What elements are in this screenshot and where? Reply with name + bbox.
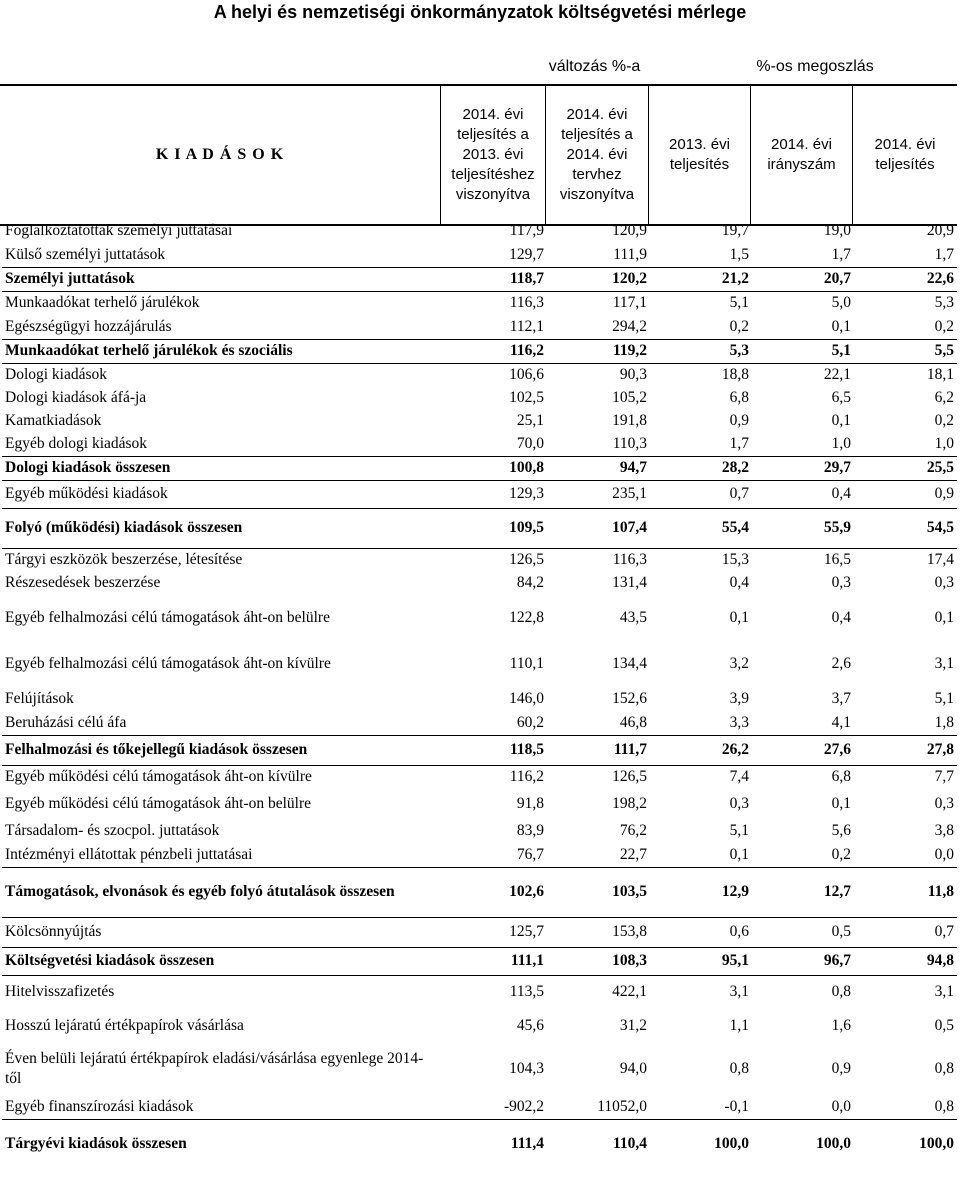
cell-col-3: 12,9: [650, 867, 752, 917]
table-row: [2, 687, 957, 711]
cell-col-4: 3,7: [831, 690, 851, 707]
table-row: [2, 432, 957, 456]
expenditure-table: [2, 219, 957, 1169]
cell-col-3: 0,3: [729, 795, 749, 812]
table-row: [2, 1009, 957, 1043]
row-label: Költségvetési kiadások összesen: [2, 947, 442, 975]
header-col-4: 2014. évi irányszám: [750, 86, 852, 224]
cell-col-3: 19,7: [721, 222, 749, 239]
cell-col-4: 6,8: [752, 765, 854, 789]
cell-col-4: 29,7: [752, 456, 854, 480]
cell-col-5: 0,1: [934, 609, 954, 626]
table-row: [2, 975, 957, 1009]
cell-col-4: 0,0: [831, 1097, 851, 1115]
row-label: Felújítások: [5, 690, 74, 707]
cell-col-3: 0,4: [729, 574, 749, 591]
table-row: [2, 641, 957, 687]
table-row: [2, 765, 957, 789]
cell-col-2: 119,2: [547, 339, 650, 363]
cell-col-2: 134,4: [612, 655, 647, 672]
table-row: [2, 315, 957, 339]
cell-col-2: 107,4: [547, 508, 650, 548]
cell-col-1: 116,3: [442, 291, 547, 315]
table-row: [2, 1095, 957, 1119]
cell-col-2: 116,3: [547, 548, 650, 571]
cell-col-3: 0,1: [729, 845, 749, 863]
cell-col-1: 60,2: [516, 713, 544, 731]
cell-col-3: 21,2: [650, 267, 752, 291]
row-label: Egészségügyi hozzájárulás: [5, 317, 172, 335]
cell-col-2: 110,4: [547, 1119, 650, 1169]
cell-col-1: 83,9: [516, 822, 544, 839]
cell-col-1: 104,3: [509, 1060, 544, 1077]
cell-col-3: 28,2: [650, 456, 752, 480]
cell-col-3: 100,0: [650, 1119, 752, 1169]
cell-col-4: 2,6: [831, 655, 851, 672]
table-row: [2, 867, 957, 917]
table-header: [0, 84, 957, 226]
cell-col-2: 105,2: [612, 388, 647, 406]
cell-col-1: 70,0: [516, 434, 544, 452]
cell-col-2: 120,2: [547, 267, 650, 291]
cell-col-4: 0,1: [831, 795, 851, 812]
cell-col-4: 16,5: [752, 548, 854, 571]
cell-col-5: 22,6: [854, 267, 957, 291]
cell-col-4: 55,9: [752, 508, 854, 548]
cell-col-2: 120,9: [612, 222, 647, 239]
cell-col-3: 0,1: [729, 609, 749, 626]
cell-col-4: 0,4: [831, 609, 851, 626]
table-row: [2, 219, 957, 243]
table-row: [2, 363, 957, 386]
cell-col-2: 110,3: [612, 434, 647, 452]
table-row: [2, 508, 957, 548]
cell-col-5: 1,0: [934, 434, 954, 452]
cell-col-1: 76,7: [516, 845, 544, 863]
cell-col-1: 111,1: [442, 947, 547, 975]
row-label: Kamatkiadások: [5, 411, 102, 429]
cell-col-5: 3,1: [854, 975, 957, 1009]
cell-col-1: -902,2: [503, 1097, 544, 1115]
page-title: A helyi és nemzetiségi önkormányzatok költségvetési mérlege: [213, 2, 747, 22]
cell-col-2: 43,5: [619, 609, 647, 626]
cell-col-5: 0,9: [854, 480, 957, 508]
row-label: Egyéb felhalmozási célú támogatások áht-on belülre: [5, 609, 330, 626]
cell-col-5: 0,3: [934, 795, 954, 812]
cell-col-1: 117,9: [509, 222, 544, 239]
cell-col-5: 0,3: [934, 574, 954, 591]
row-label: Egyéb működési célú támogatások áht-on belülre: [5, 795, 312, 812]
table-row: [2, 267, 957, 291]
row-label: Egyéb felhalmozási célú támogatások áht-on kívülre: [5, 655, 331, 672]
cell-col-1: 112,1: [509, 317, 544, 335]
cell-col-1: 100,8: [442, 456, 547, 480]
header-col-1: 2014. évi teljesítés a 2013. évi teljesítéshez viszonyítva: [440, 86, 545, 224]
row-label: Külső személyi juttatások: [5, 245, 166, 263]
cell-col-4: 1,0: [831, 434, 851, 452]
cell-col-3: 7,4: [650, 765, 752, 789]
cell-col-3: 95,1: [650, 947, 752, 975]
cell-col-2: 117,1: [547, 291, 650, 315]
row-label: Dologi kiadások áfá-ja: [5, 388, 147, 406]
change-group-header: változás %-a: [548, 58, 641, 75]
table-row: [2, 1043, 957, 1095]
cell-col-3: 6,8: [729, 388, 749, 406]
cell-col-2: 422,1: [547, 975, 650, 1009]
cell-col-2: 152,6: [612, 690, 647, 707]
cell-col-5: 0,0: [934, 845, 954, 863]
cell-col-4: 0,4: [752, 480, 854, 508]
cell-col-3: -0,1: [724, 1097, 749, 1115]
row-label: Kölcsönnyújtás: [2, 917, 442, 947]
cell-col-5: 0,8: [934, 1060, 954, 1077]
cell-col-5: 94,8: [854, 947, 957, 975]
cell-col-4: 1,7: [831, 245, 851, 263]
cell-col-1: 91,8: [516, 795, 544, 812]
cell-col-3: 0,6: [650, 917, 752, 947]
cell-col-3: 1,1: [729, 1017, 749, 1034]
cell-col-4: 0,1: [831, 411, 851, 429]
row-label: Éven belüli lejáratú értékpapírok eladási/vásárlása egyenlege 2014-től: [5, 1050, 424, 1087]
cell-col-4: 96,7: [752, 947, 854, 975]
row-label: Támogatások, elvonások és egyéb folyó átutalások összesen: [2, 867, 442, 917]
cell-col-4: 20,7: [752, 267, 854, 291]
cell-col-1: 129,3: [442, 480, 547, 508]
row-label: Tárgyi eszközök beszerzése, létesítése: [2, 548, 442, 571]
cell-col-1: 102,5: [509, 388, 544, 406]
cell-col-2: 46,8: [619, 713, 647, 731]
table-row: [2, 339, 957, 363]
cell-col-5: 3,1: [934, 655, 954, 672]
cell-col-4: 22,1: [752, 363, 854, 386]
cell-col-3: 3,9: [729, 690, 749, 707]
header-col-2: 2014. évi teljesítés a 2014. évi tervhez viszonyítva: [545, 86, 648, 224]
table-row: [2, 595, 957, 641]
cell-col-4: 1,6: [831, 1017, 851, 1034]
cell-col-5: 27,8: [854, 735, 957, 765]
cell-col-3: 0,7: [650, 480, 752, 508]
header-col-3: 2013. évi teljesítés: [648, 86, 750, 224]
cell-col-3: 5,1: [729, 822, 749, 839]
row-label: Folyó (működési) kiadások összesen: [2, 508, 442, 548]
table-row: [2, 843, 957, 867]
table-row: [2, 571, 957, 595]
cell-col-1: 125,7: [442, 917, 547, 947]
cell-col-5: 5,5: [854, 339, 957, 363]
table-row: [2, 947, 957, 975]
cell-col-4: 27,6: [752, 735, 854, 765]
cell-col-4: 100,0: [752, 1119, 854, 1169]
cell-col-5: 7,7: [854, 765, 957, 789]
row-label: Személyi juttatások: [2, 267, 442, 291]
table-row: [2, 917, 957, 947]
cell-col-1: 116,2: [442, 765, 547, 789]
cell-col-1: 122,8: [509, 609, 544, 626]
cell-col-4: 5,0: [752, 291, 854, 315]
cell-col-5: 54,5: [854, 508, 957, 548]
cell-col-1: 106,6: [442, 363, 547, 386]
table-row: [2, 386, 957, 409]
cell-col-1: 118,5: [442, 735, 547, 765]
cell-col-2: 191,8: [612, 411, 647, 429]
table-row: [2, 711, 957, 735]
cell-col-4: 19,0: [823, 222, 851, 239]
cell-col-2: 31,2: [619, 1017, 647, 1034]
cell-col-5: 1,8: [934, 713, 954, 731]
table-row: [2, 789, 957, 819]
row-label: Tárgyévi kiadások összesen: [2, 1119, 442, 1169]
row-label: Munkaadókat terhelő járulékok és szociális: [2, 339, 442, 363]
row-label: Egyéb működési kiadások: [2, 480, 442, 508]
cell-col-4: 0,5: [752, 917, 854, 947]
cell-col-5: 3,8: [934, 822, 954, 839]
cell-col-3: 1,5: [729, 245, 749, 263]
cell-col-4: 6,5: [831, 388, 851, 406]
cell-col-3: 3,2: [729, 655, 749, 672]
cell-col-5: 0,2: [934, 317, 954, 335]
cell-col-5: 20,9: [926, 222, 954, 239]
cell-col-5: 100,0: [854, 1119, 957, 1169]
cell-col-3: 0,8: [729, 1060, 749, 1077]
cell-col-1: 116,2: [442, 339, 547, 363]
cell-col-1: 110,1: [509, 655, 544, 672]
cell-col-5: 1,7: [934, 245, 954, 263]
cell-col-1: 84,2: [516, 574, 544, 591]
cell-col-1: 111,4: [442, 1119, 547, 1169]
cell-col-1: 109,5: [442, 508, 547, 548]
cell-col-5: 6,2: [934, 388, 954, 406]
cell-col-2: 11052,0: [597, 1097, 647, 1115]
cell-col-1: 126,5: [442, 548, 547, 571]
cell-col-4: 0,3: [831, 574, 851, 591]
cell-col-3: 5,3: [650, 339, 752, 363]
row-label: Hosszú lejáratú értékpapírok vásárlása: [5, 1017, 244, 1034]
cell-col-3: 26,2: [650, 735, 752, 765]
row-label: Dologi kiadások összesen: [2, 456, 442, 480]
table-row: [2, 243, 957, 267]
cell-col-4: 0,8: [752, 975, 854, 1009]
row-label: Beruházási célú áfa: [5, 713, 127, 731]
cell-col-3: 3,3: [729, 713, 749, 731]
cell-col-2: 111,7: [547, 735, 650, 765]
cell-col-1: 102,6: [442, 867, 547, 917]
cell-col-5: 0,8: [934, 1097, 954, 1115]
cell-col-2: 108,3: [547, 947, 650, 975]
cell-col-5: 5,3: [854, 291, 957, 315]
cell-col-2: 111,9: [613, 245, 647, 263]
row-label: Egyéb működési célú támogatások áht-on kívülre: [2, 765, 442, 789]
table-row: [2, 735, 957, 765]
cell-col-4: 0,1: [831, 317, 851, 335]
cell-col-3: 1,7: [729, 434, 749, 452]
cell-col-4: 0,2: [831, 845, 851, 863]
row-label: Hitelvisszafizetés: [2, 975, 442, 1009]
cell-col-1: 129,7: [509, 245, 544, 263]
row-label: Intézményi ellátottak pénzbeli juttatásai: [5, 845, 253, 863]
row-label: Felhalmozási és tőkejellegű kiadások összesen: [2, 735, 442, 765]
cell-col-5: 25,5: [854, 456, 957, 480]
cell-col-2: 235,1: [547, 480, 650, 508]
cell-col-1: 25,1: [516, 411, 544, 429]
row-label: Egyéb dologi kiadások: [5, 434, 148, 452]
table-row: [2, 480, 957, 508]
cell-col-4: 5,6: [831, 822, 851, 839]
cell-col-4: 4,1: [831, 713, 851, 731]
table-row: [2, 409, 957, 432]
cell-col-2: 90,3: [547, 363, 650, 386]
cell-col-5: 0,7: [854, 917, 957, 947]
row-label: Részesedések beszerzése: [5, 574, 161, 591]
cell-col-3: 18,8: [650, 363, 752, 386]
cell-col-5: 0,2: [934, 411, 954, 429]
cell-col-2: 294,2: [612, 317, 647, 335]
cell-col-2: 131,4: [612, 574, 647, 591]
cell-col-2: 103,5: [547, 867, 650, 917]
cell-col-4: 12,7: [752, 867, 854, 917]
cell-col-5: 17,4: [854, 548, 957, 571]
cell-col-3: 15,3: [650, 548, 752, 571]
cell-col-1: 45,6: [516, 1017, 544, 1034]
row-label: Foglalkoztatottak személyi juttatásai: [5, 222, 233, 239]
cell-col-3: 0,2: [729, 317, 749, 335]
cell-col-4: 5,1: [752, 339, 854, 363]
row-label: Munkaadókat terhelő járulékok: [2, 291, 442, 315]
row-label: Társadalom- és szocpol. juttatások: [5, 822, 220, 839]
cell-col-1: 146,0: [509, 690, 544, 707]
table-row: [2, 456, 957, 480]
cell-col-2: 76,2: [619, 822, 647, 839]
cell-col-3: 0,9: [729, 411, 749, 429]
cell-col-1: 118,7: [442, 267, 547, 291]
row-label: Dologi kiadások: [2, 363, 442, 386]
cell-col-5: 18,1: [854, 363, 957, 386]
cell-col-3: 55,4: [650, 508, 752, 548]
cell-col-1: 113,5: [442, 975, 547, 1009]
header-col-5: 2014. évi teljesítés: [852, 86, 957, 224]
table-row: [2, 548, 957, 571]
cell-col-2: 198,2: [612, 795, 647, 812]
header-kiadasok: K I A D Á S O K: [155, 146, 285, 163]
cell-col-5: 5,1: [934, 690, 954, 707]
table-row: [2, 1119, 957, 1169]
cell-col-5: 11,8: [854, 867, 957, 917]
cell-col-4: 0,9: [831, 1060, 851, 1077]
cell-col-5: 0,5: [934, 1017, 954, 1034]
cell-col-2: 94,0: [619, 1060, 647, 1077]
row-label: Egyéb finanszírozási kiadások: [5, 1097, 194, 1115]
cell-col-2: 22,7: [619, 845, 647, 863]
cell-col-2: 153,8: [547, 917, 650, 947]
cell-col-3: 5,1: [650, 291, 752, 315]
cell-col-2: 126,5: [547, 765, 650, 789]
cell-col-3: 3,1: [650, 975, 752, 1009]
cell-col-2: 94,7: [547, 456, 650, 480]
table-row: [2, 291, 957, 315]
distribution-group-header: %-os megoszlás: [756, 58, 874, 75]
table-row: [2, 819, 957, 843]
